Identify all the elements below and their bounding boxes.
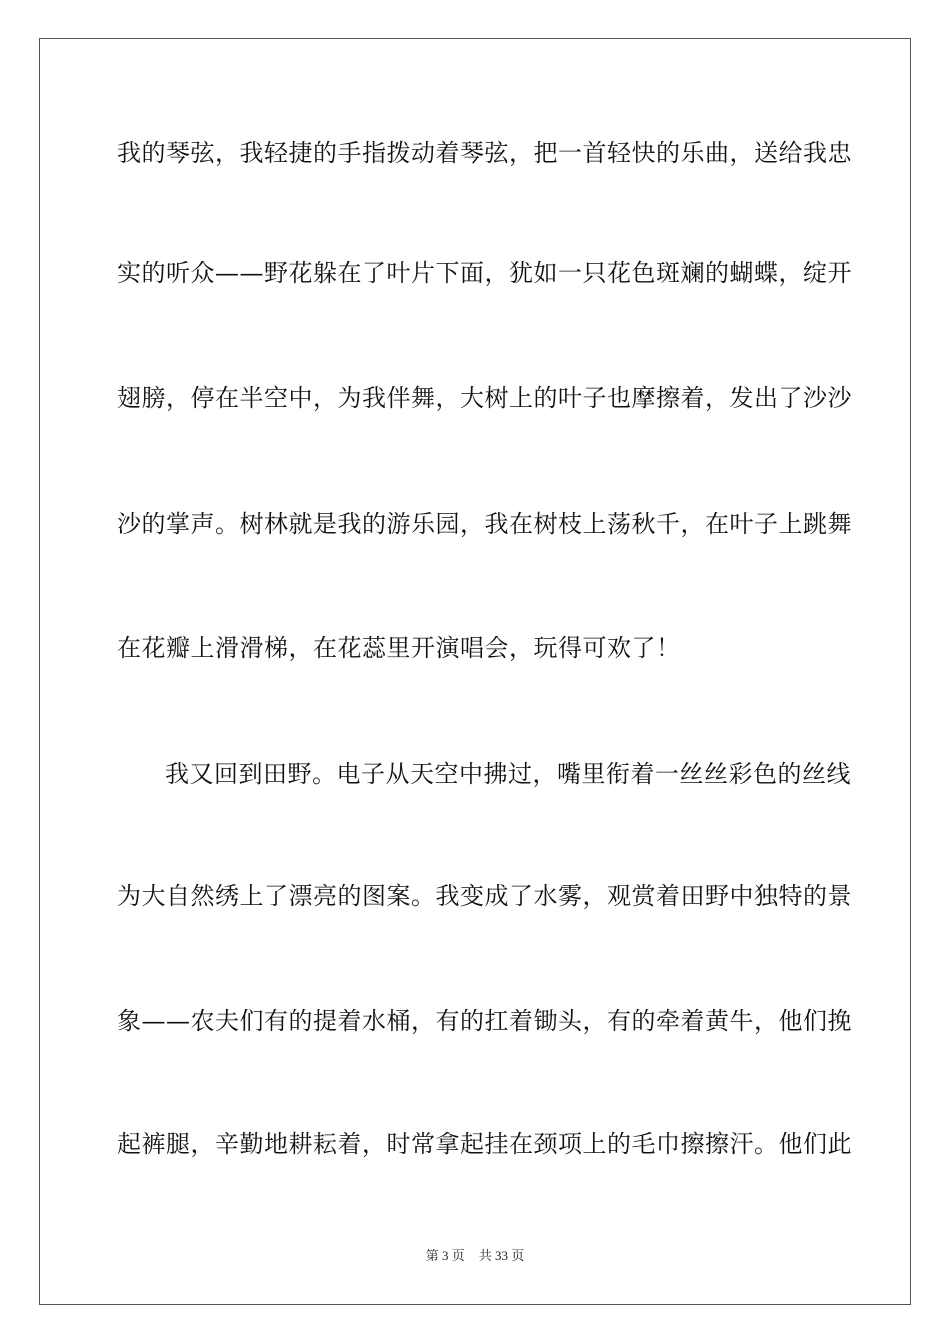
paragraph-first-line: 我又回到田野。电子从天空中拂过，嘴里衔着一丝丝彩色的丝线	[165, 760, 851, 788]
text-line: 起裤腿，辛勤地耕耘着，时常拿起挂在颈项上的毛巾擦擦汗。他们此	[117, 1130, 852, 1158]
page-number: 第 3 页	[425, 1248, 465, 1263]
total-pages: 共 33 页	[478, 1248, 525, 1263]
text-line: 沙的掌声。树林就是我的游乐园，我在树枝上荡秋千，在叶子上跳舞	[117, 510, 852, 538]
text-line: 为大自然绣上了漂亮的图案。我变成了水雾，观赏着田野中独特的景	[117, 882, 852, 910]
text-line: 象——农夫们有的提着水桶，有的扛着锄头，有的牵着黄牛，他们挽	[117, 1007, 852, 1035]
text-line: 我的琴弦，我轻捷的手指拨动着琴弦，把一首轻快的乐曲，送给我忠	[117, 139, 852, 167]
page-border	[39, 38, 911, 1305]
text-line: 翅膀，停在半空中，为我伴舞，大树上的叶子也摩擦着，发出了沙沙	[117, 384, 852, 412]
page-footer	[0, 1247, 950, 1265]
text-line: 实的听众——野花躲在了叶片下面，犹如一只花色斑斓的蝴蝶，绽开	[117, 259, 852, 287]
text-line: 在花瓣上滑滑梯，在花蕊里开演唱会，玩得可欢了！	[117, 634, 681, 662]
